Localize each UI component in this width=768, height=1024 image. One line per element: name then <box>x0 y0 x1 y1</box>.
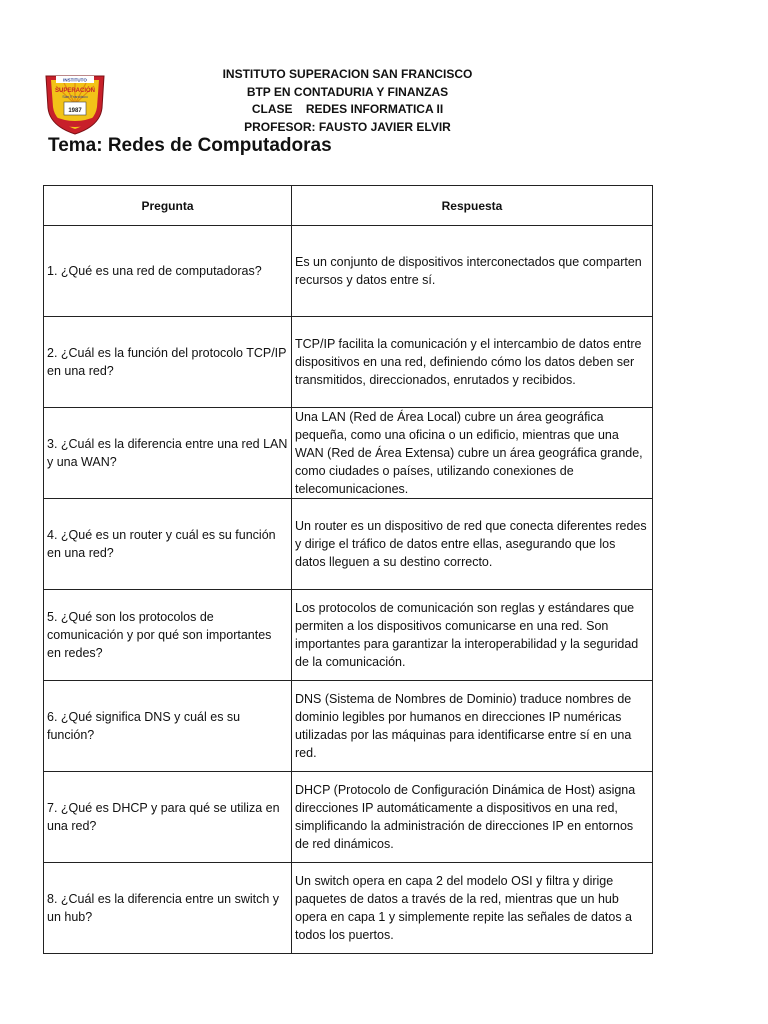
question-cell: 4. ¿Qué es un router y cuál es su función en una red? <box>44 499 292 590</box>
answer-cell: Los protocolos de comunicación son reglas y estándares que permiten a los dispositivos comunicarse en una red. Son importantes para garantizar la interoperabilidad y la seguridad de la comunicación. <box>292 590 653 681</box>
question-cell: 1. ¿Qué es una red de computadoras? <box>44 226 292 317</box>
answer-cell: TCP/IP facilita la comunicación y el intercambio de datos entre dispositivos en una red, definiendo cómo los datos deben ser transmitidos, direccionados, enrutados y recibidos. <box>292 317 653 408</box>
table-header-row <box>44 186 653 226</box>
table-row <box>44 772 653 863</box>
header-question: Pregunta <box>44 186 292 226</box>
answer-cell: DNS (Sistema de Nombres de Dominio) traduce nombres de dominio legibles por humanos en direcciones IP numéricas utilizadas por las máquinas para identificarse entre sí en una red. <box>292 681 653 772</box>
table-row <box>44 590 653 681</box>
question-cell: 2. ¿Cuál es la función del protocolo TCP/IP en una red? <box>44 317 292 408</box>
question-cell: 5. ¿Qué son los protocolos de comunicación y por qué son importantes en redes? <box>44 590 292 681</box>
answer-cell: Un switch opera en capa 2 del modelo OSI y filtra y dirige paquetes de datos a través de la red, mientras que un hub opera en capa 1 y simplemente repite las señales de datos a todos los puertos. <box>292 863 653 954</box>
table-row <box>44 408 653 499</box>
table-row <box>44 863 653 954</box>
answer-cell: DHCP (Protocolo de Configuración Dinámica de Host) asigna direcciones IP automáticamente a dispositivos en una red, simplificando la administración de direcciones IP en entornos de red dinámicos. <box>292 772 653 863</box>
table-row <box>44 681 653 772</box>
question-cell: 8. ¿Cuál es la diferencia entre un switch y un hub? <box>44 863 292 954</box>
answer-cell: Es un conjunto de dispositivos interconectados que comparten recursos y datos entre sí. <box>292 226 653 317</box>
teacher-line: PROFESOR: FAUSTO JAVIER ELVIR <box>244 119 451 134</box>
header-answer: Respuesta <box>292 186 653 226</box>
logo-year: 1987 <box>68 108 82 114</box>
logo-sub-text: San Francisco <box>62 94 88 99</box>
school-logo <box>44 72 106 136</box>
answer-cell: Un router es un dispositivo de red que conecta diferentes redes y dirige el tráfico de datos entre ellas, asegurando que los datos lleguen a su destino correcto. <box>292 499 653 590</box>
class-line: CLASE REDES INFORMATICA II <box>251 102 444 116</box>
table-row <box>44 226 653 317</box>
table-row <box>44 499 653 590</box>
question-cell: 6. ¿Qué significa DNS y cuál es su función? <box>44 681 292 772</box>
question-cell: 3. ¿Cuál es la diferencia entre una red LAN y una WAN? <box>44 408 292 499</box>
topic-title: Tema: Redes de Computadoras <box>48 135 332 156</box>
institution-name: INSTITUTO SUPERACION SAN FRANCISCO <box>222 67 473 81</box>
logo-name-text: SUPERACIÓN <box>54 88 96 94</box>
program-name: BTP EN CONTADURIA Y FINANZAS <box>246 84 449 99</box>
qa-table <box>43 185 653 954</box>
answer-cell: Una LAN (Red de Área Local) cubre un área geográfica pequeña, como una oficina o un edificio, mientras que una WAN (Red de Área Extensa) cubre un área geográfica grande, como ciudades o países, utilizando conexiones de telecomunicaciones. <box>292 408 653 499</box>
question-cell: 7. ¿Qué es DHCP y para qué se utiliza en una red? <box>44 772 292 863</box>
logo-top-text: INSTITUTO <box>63 77 87 83</box>
table-row <box>44 317 653 408</box>
document-header <box>160 66 535 136</box>
